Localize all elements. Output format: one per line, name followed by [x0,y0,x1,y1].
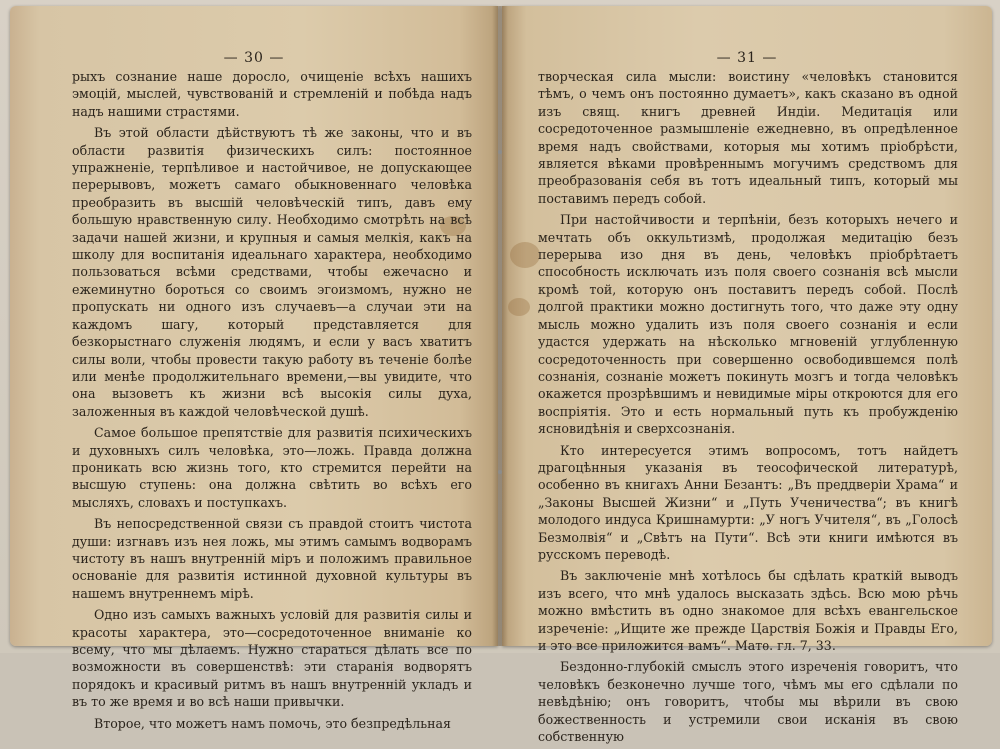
left-page-text [72,68,472,736]
paragraph: При настойчивости и терпѣніи, безъ которыхъ нечего и мечтать объ оккультизмѣ, продолжая медитацію безъ перерыва изо дня въ день, человѣкъ пріобрѣтаетъ способность исключать изъ поля своего сознанія всѣ мысли кромѣ той, которую онъ поставитъ передъ собой. Послѣ долгой практики можно достигнуть того, что даже эту одну мысль можно удалить изъ поля своего сознанія и если удастся удержать на нѣсколько мгновеній углубленную сосредоточенность при совершенно освободившемся полѣ сознанія, сознаніе можетъ покинуть мозгъ и тогда человѣкъ окажется прозрѣвшимъ и невидимые міры откроются для его воспріятія. Это и есть нормальный путь къ пробужденію ясновидѣнія и сверхсознанія. [538,212,958,437]
paper-stain [508,298,530,316]
paragraph: Въ непосредственной связи съ правдой стоитъ чистота души: изгнавъ изъ нея ложь, мы этимъ самымъ водворамъ чистоту въ нашъ внутренній міръ и положимъ правильное основаніе для развитія истинной духовной культуры въ нашемъ внутреннемъ мірѣ. [72,516,472,601]
right-page [502,6,992,745]
book-gutter [492,6,508,646]
staple [498,470,502,474]
paragraph: Въ этой области дѣйствуютъ тѣ же законы, что и въ области развитія физическихъ силъ: постоянное упражненіе, терпѣливое и настойчивое, не допускающее перерывовъ, можетъ самаго обыкновеннаго человѣка преобразить въ высшій человѣческій типъ, давъ ему большую нравственную силу. Необходимо смотрѣть на всѣ задачи нашей жизни, и крупныя и самыя мелкія, какъ на школу для воспитанія идеальнаго характера, необходимо пользоваться всѣми средствами, чтобы ежечасно и ежеминутно бороться со своимъ эгоизмомъ, нужно не пропускать ни одного изъ случаевъ—а случаи эти на каждомъ шагу, который представляется для безкорыстнаго служенія людямъ, и если у васъ хватитъ силы воли, чтобы провести такую работу въ теченіе болѣе или менѣе продолжительнаго времени,—вы увидите, что она вызоветъ къ жизни всѣ высокія силы духа, заложенныя въ каждой человѣческой душѣ. [72,125,472,419]
paragraph: Второе, что можетъ намъ помочь, это безпредѣльная [94,715,451,731]
paragraph: творческая сила мысли: воистину «человѣкъ становится тѣмъ, о чемъ онъ постоянно думаетъ», какъ сказано въ одной изъ свящ. книгъ древней Индіи. Медитація или сосредоточенное размышленіе ежедневно, въ опредѣленное время надъ свойствами, которыя мы хотимъ пріобрѣсти, является вѣками провѣреннымъ могучимъ средствомъ для преобразованія себя въ тотъ идеальный типъ, который мы поставимъ передъ собой. [538,69,958,206]
paragraph: Въ заключеніе мнѣ хотѣлось бы сдѣлать краткій выводъ изъ всего, что мнѣ удалось высказать здѣсь. Всю мою рѣчь можно вмѣстить въ одно знакомое для всѣхъ евангельское изреченіе: „Ищите же прежде Царствія Божія и Правды Его, и это все приложится вамъ“. Матѳ. гл. 7, 33. [538,568,958,653]
page-number: — 31 — [716,50,778,66]
right-page-text [538,68,958,749]
staple [498,150,502,154]
paragraph: Кто интересуется этимъ вопросомъ, тотъ найдетъ драгоцѣнныя указанія въ теософической литературѣ, особенно въ книгахъ Анни Безантъ: „Въ преддверіи Храма“ и „Законы Высшей Жизни“ и „Путь Ученичества“; въ книгѣ молодого индуса Кришнамурти: „У ногъ Учителя“, въ „Голосѣ Безмолвія“ и „Свѣтъ на Пути“. Всѣ эти книги имѣются въ русскомъ переводѣ. [538,442,958,562]
paragraph: рыхъ сознание наше доросло, очищеніе всѣхъ нашихъ эмоцій, мыслей, чувствованій и стремленій и побѣда надъ надъ нашими страстями. [72,69,472,119]
paragraph: Бездонно-глубокій смыслъ этого изреченія говоритъ, что человѣкъ безконечно лучше того, чѣмъ мы его сдѣлали по невѣдѣнію; онъ говоритъ, чтобы мы вѣрили въ свою божественность и устремили свои исканія въ свою собственную [538,659,958,745]
paragraph: Самое большое препятствіе для развитія психическихъ и духовныхъ силъ человѣка, это—ложь. Правда должна проникать всю жизнь того, кто стремится перейти на высшую ступень: она должна свѣтить во всѣхъ его мысляхъ, словахъ и поступкахъ. [72,425,472,510]
page-number: — 30 — [223,50,285,66]
left-page [10,6,498,731]
paper-stain [510,242,540,268]
paragraph: Одно изъ самыхъ важныхъ условій для развитія силы и красоты характера, это—сосредоточенное вниманіе ко всему, что мы дѣлаемъ. Нужно стараться дѣлать все по возможности въ совершенствѣ: эти старанія водворятъ порядокъ и красивый ритмъ въ нашъ внутренній укладъ и въ то же время и во всѣ наши привычки. [72,607,472,710]
